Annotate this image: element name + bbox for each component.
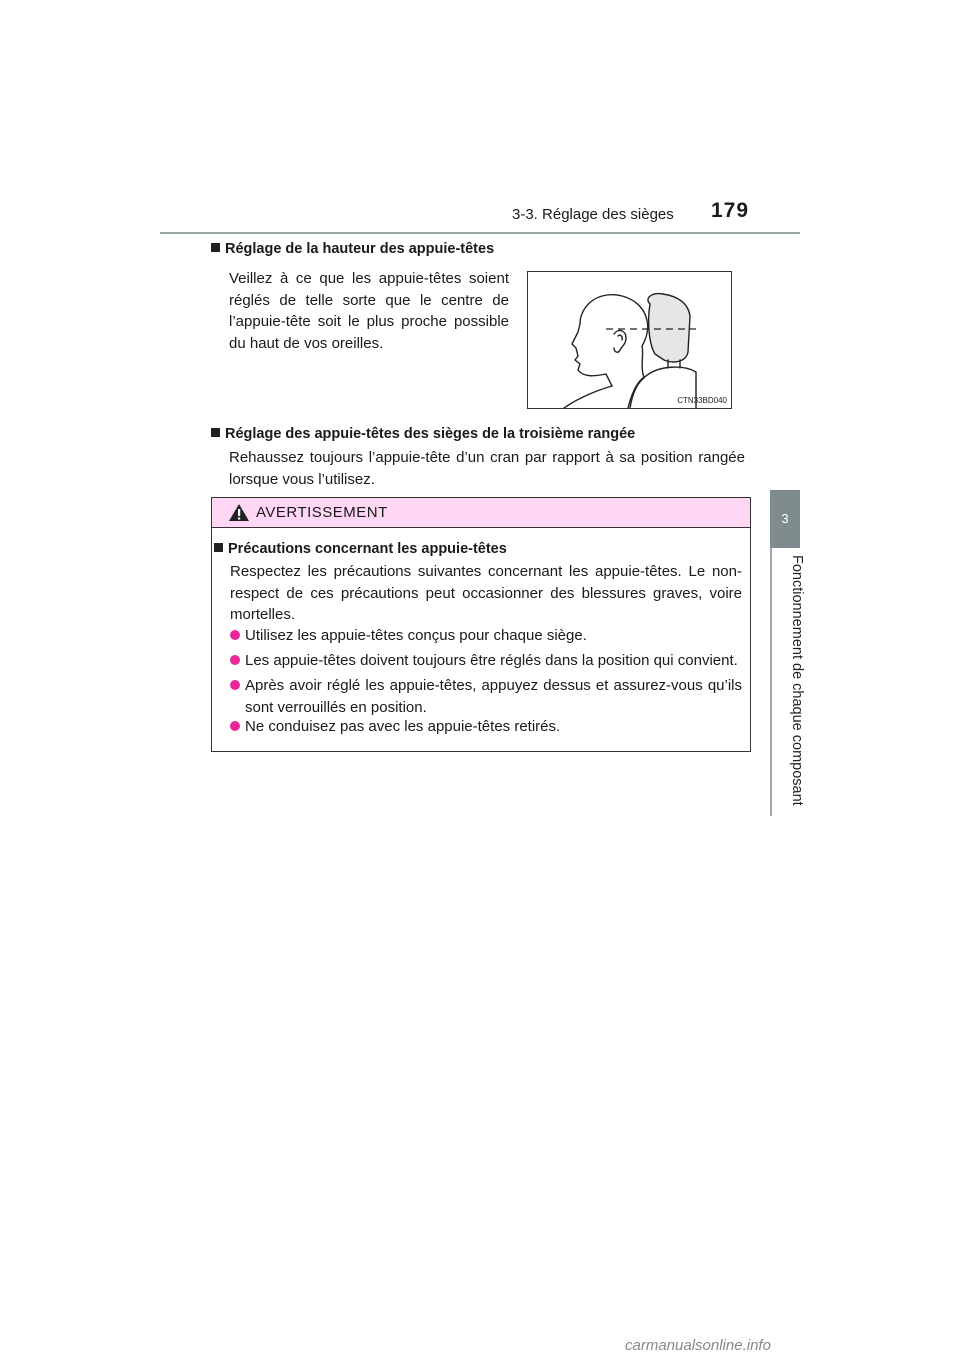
- warning-header: [212, 498, 750, 528]
- headrest-illustration: [527, 271, 732, 409]
- section-title-headrest-height: [211, 241, 494, 257]
- warning-heading-text: Précautions concernant les appuie-têtes: [228, 541, 507, 557]
- head-and-headrest-icon: [528, 272, 731, 408]
- square-bullet-icon: [211, 243, 220, 252]
- figure-code: CTN33BD040: [677, 396, 727, 405]
- warning-bullet-text: Ne conduisez pas avec les appuie-têtes retirés.: [245, 718, 561, 735]
- warning-triangle-icon: [228, 503, 250, 522]
- header-rule: [160, 232, 800, 234]
- bullet-dot-icon: [230, 680, 240, 690]
- section-title-text: Réglage des appuie-têtes des sièges de la troisième rangée: [225, 426, 636, 442]
- warning-heading: [214, 541, 507, 557]
- warning-intro: Respectez les précautions suivantes concernant les appuie-têtes. Le non-respect de ces précautions peut occasionner des blessures graves, voire mortelles.: [230, 563, 742, 623]
- chapter-tab: 3: [770, 490, 800, 548]
- chapter-label: Fonctionnement de chaque composant: [789, 555, 805, 806]
- section-text-headrest-height: Veillez à ce que les appuie-têtes soient réglés de telle sorte que le centre de l’appuie-tête soit le plus proche possible du haut de vos oreilles.: [229, 270, 509, 352]
- warning-bullet: [230, 716, 742, 738]
- square-bullet-icon: [214, 543, 223, 552]
- chapter-side-line: [770, 548, 772, 816]
- section-title-text: Réglage de la hauteur des appuie-têtes: [225, 241, 495, 257]
- section-text-third-row: Rehaussez toujours l’appuie-tête d’un cran par rapport à sa position rangée lorsque vous l’utilisez.: [229, 449, 745, 488]
- footer-watermark[interactable]: carmanualsonline.info: [625, 1337, 771, 1354]
- warning-title: AVERTISSEMENT: [256, 504, 388, 521]
- warning-bullet: [230, 650, 742, 672]
- warning-bullet: [230, 675, 742, 718]
- warning-bullet-text: Après avoir réglé les appuie-têtes, appuyez dessus et assurez-vous qu’ils sont verrouillés en position.: [245, 677, 742, 716]
- warning-bullet-text: Les appuie-têtes doivent toujours être réglés dans la position qui convient.: [245, 652, 738, 669]
- warning-bullet-text: Utilisez les appuie-têtes conçus pour chaque siège.: [245, 627, 587, 644]
- bullet-dot-icon: [230, 630, 240, 640]
- warning-box: [211, 497, 751, 752]
- warning-bullet: [230, 625, 742, 647]
- section-title-third-row: [211, 426, 635, 442]
- bullet-dot-icon: [230, 721, 240, 731]
- section-heading: 3-3. Réglage des sièges: [512, 206, 674, 223]
- square-bullet-icon: [211, 428, 220, 437]
- page-number: 179: [711, 199, 750, 222]
- bullet-dot-icon: [230, 655, 240, 665]
